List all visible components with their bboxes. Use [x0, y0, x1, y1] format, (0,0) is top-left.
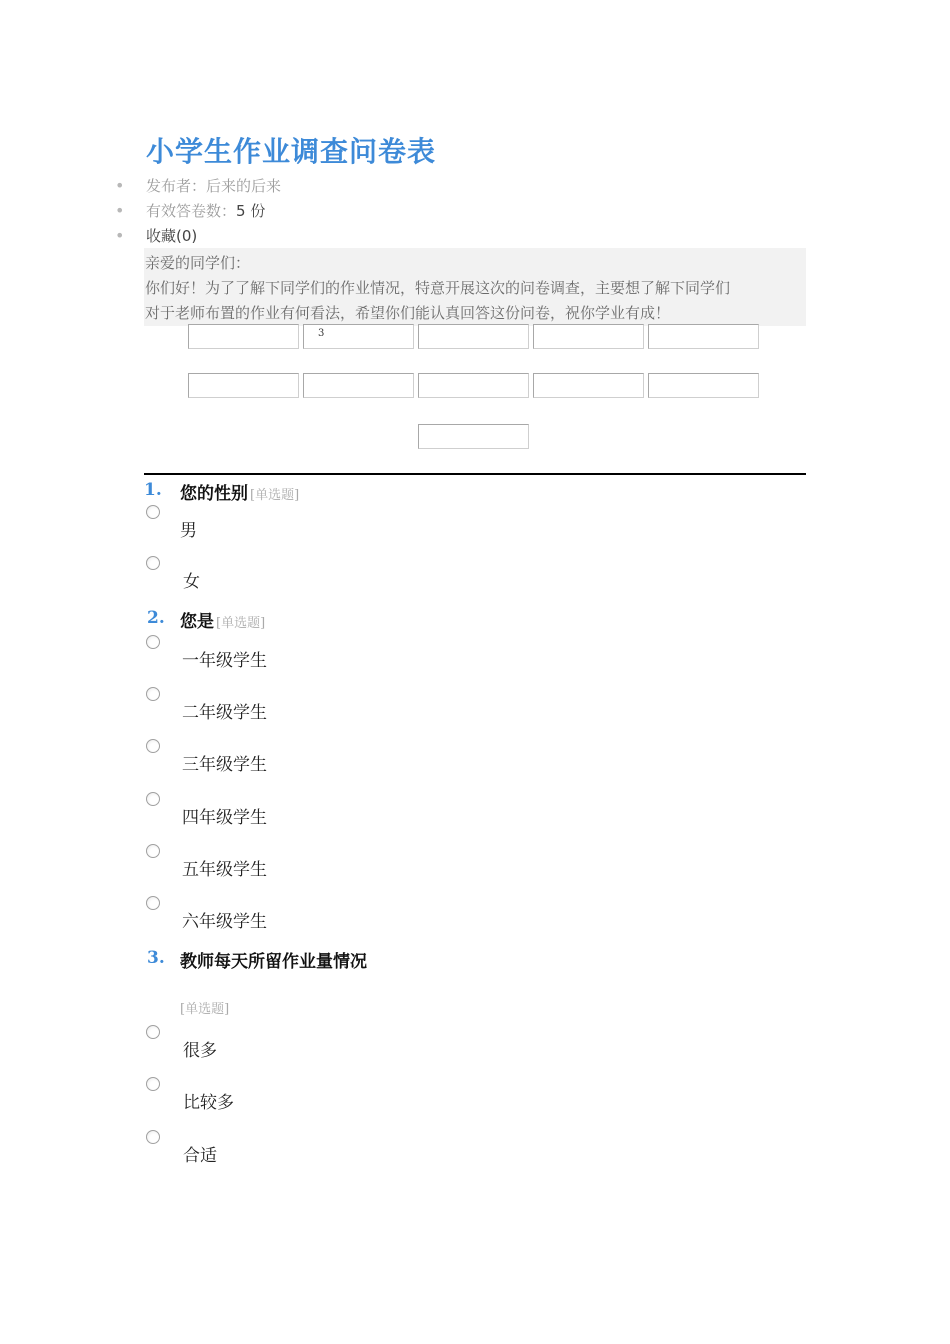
grid-cell	[418, 373, 529, 398]
option-label[interactable]: 比较多	[183, 1093, 234, 1113]
question-type: [单选题]	[180, 1002, 230, 1017]
question-title: 教师每天所留作业量情况	[180, 952, 367, 972]
publisher-item	[110, 176, 281, 201]
grid-cell	[533, 324, 644, 349]
question-title-text: 您的性别	[180, 484, 248, 504]
responses-label: 有效答卷数：	[146, 202, 237, 220]
bullet-icon: •	[115, 226, 125, 245]
responses-value: 5 份	[236, 202, 266, 220]
option-label[interactable]: 六年级学生	[182, 912, 267, 932]
question-number: 1.	[144, 480, 162, 500]
option-label[interactable]: 很多	[183, 1041, 217, 1061]
favorite-link[interactable]: 收藏(0)	[146, 227, 198, 245]
intro-line: 你们好！为了了解下同学们的作业情况，特意开展这次的问卷调查，主要想了解下同学们	[145, 279, 731, 297]
grid-cell	[418, 424, 529, 449]
question-title-text: 您是	[180, 612, 214, 632]
question-type: [单选题]	[250, 488, 300, 503]
radio-button[interactable]	[146, 844, 160, 858]
publisher-label: 发布者：	[146, 177, 207, 195]
option-label[interactable]: 合适	[183, 1146, 217, 1166]
question-type: [单选题]	[216, 616, 266, 631]
intro-line: 对于老师布置的作业有何看法，希望你们能认真回答这份问卷，祝你学业有成！	[145, 304, 671, 322]
grid-cell: 3	[303, 324, 414, 349]
responses-item	[110, 201, 281, 226]
grid-cell	[533, 373, 644, 398]
question-title	[180, 607, 265, 632]
bullet-icon: •	[115, 201, 125, 220]
radio-button[interactable]	[146, 1025, 160, 1039]
grid-cell	[188, 324, 299, 349]
radio-button[interactable]	[146, 635, 160, 649]
survey-meta-list	[110, 176, 281, 251]
grid-cell	[648, 324, 759, 349]
radio-button[interactable]	[146, 792, 160, 806]
radio-button[interactable]	[146, 1130, 160, 1144]
radio-button[interactable]	[146, 896, 160, 910]
radio-button[interactable]	[146, 687, 160, 701]
grid-cell	[303, 373, 414, 398]
survey-intro	[144, 248, 806, 326]
page-title: 小学生作业调查问卷表	[146, 135, 437, 168]
option-label[interactable]: 五年级学生	[182, 860, 267, 880]
question-title	[180, 479, 299, 504]
radio-button[interactable]	[146, 1077, 160, 1091]
bullet-icon: •	[115, 176, 125, 195]
option-label[interactable]: 一年级学生	[182, 651, 267, 671]
question-number: 3.	[147, 948, 165, 968]
option-label[interactable]: 男	[180, 521, 197, 541]
grid-cell	[418, 324, 529, 349]
publisher-name[interactable]: 后来的后来	[206, 177, 282, 195]
radio-button[interactable]	[146, 739, 160, 753]
question-number: 2.	[147, 608, 165, 628]
radio-button[interactable]	[146, 556, 160, 570]
intro-greeting: 亲爱的同学们：	[145, 254, 251, 272]
option-label[interactable]: 女	[183, 572, 200, 592]
grid-cell	[188, 373, 299, 398]
grid-cell	[648, 373, 759, 398]
section-divider	[144, 473, 806, 475]
radio-button[interactable]	[146, 505, 160, 519]
option-label[interactable]: 二年级学生	[182, 703, 267, 723]
option-label[interactable]: 四年级学生	[182, 808, 267, 828]
option-label[interactable]: 三年级学生	[182, 755, 267, 775]
